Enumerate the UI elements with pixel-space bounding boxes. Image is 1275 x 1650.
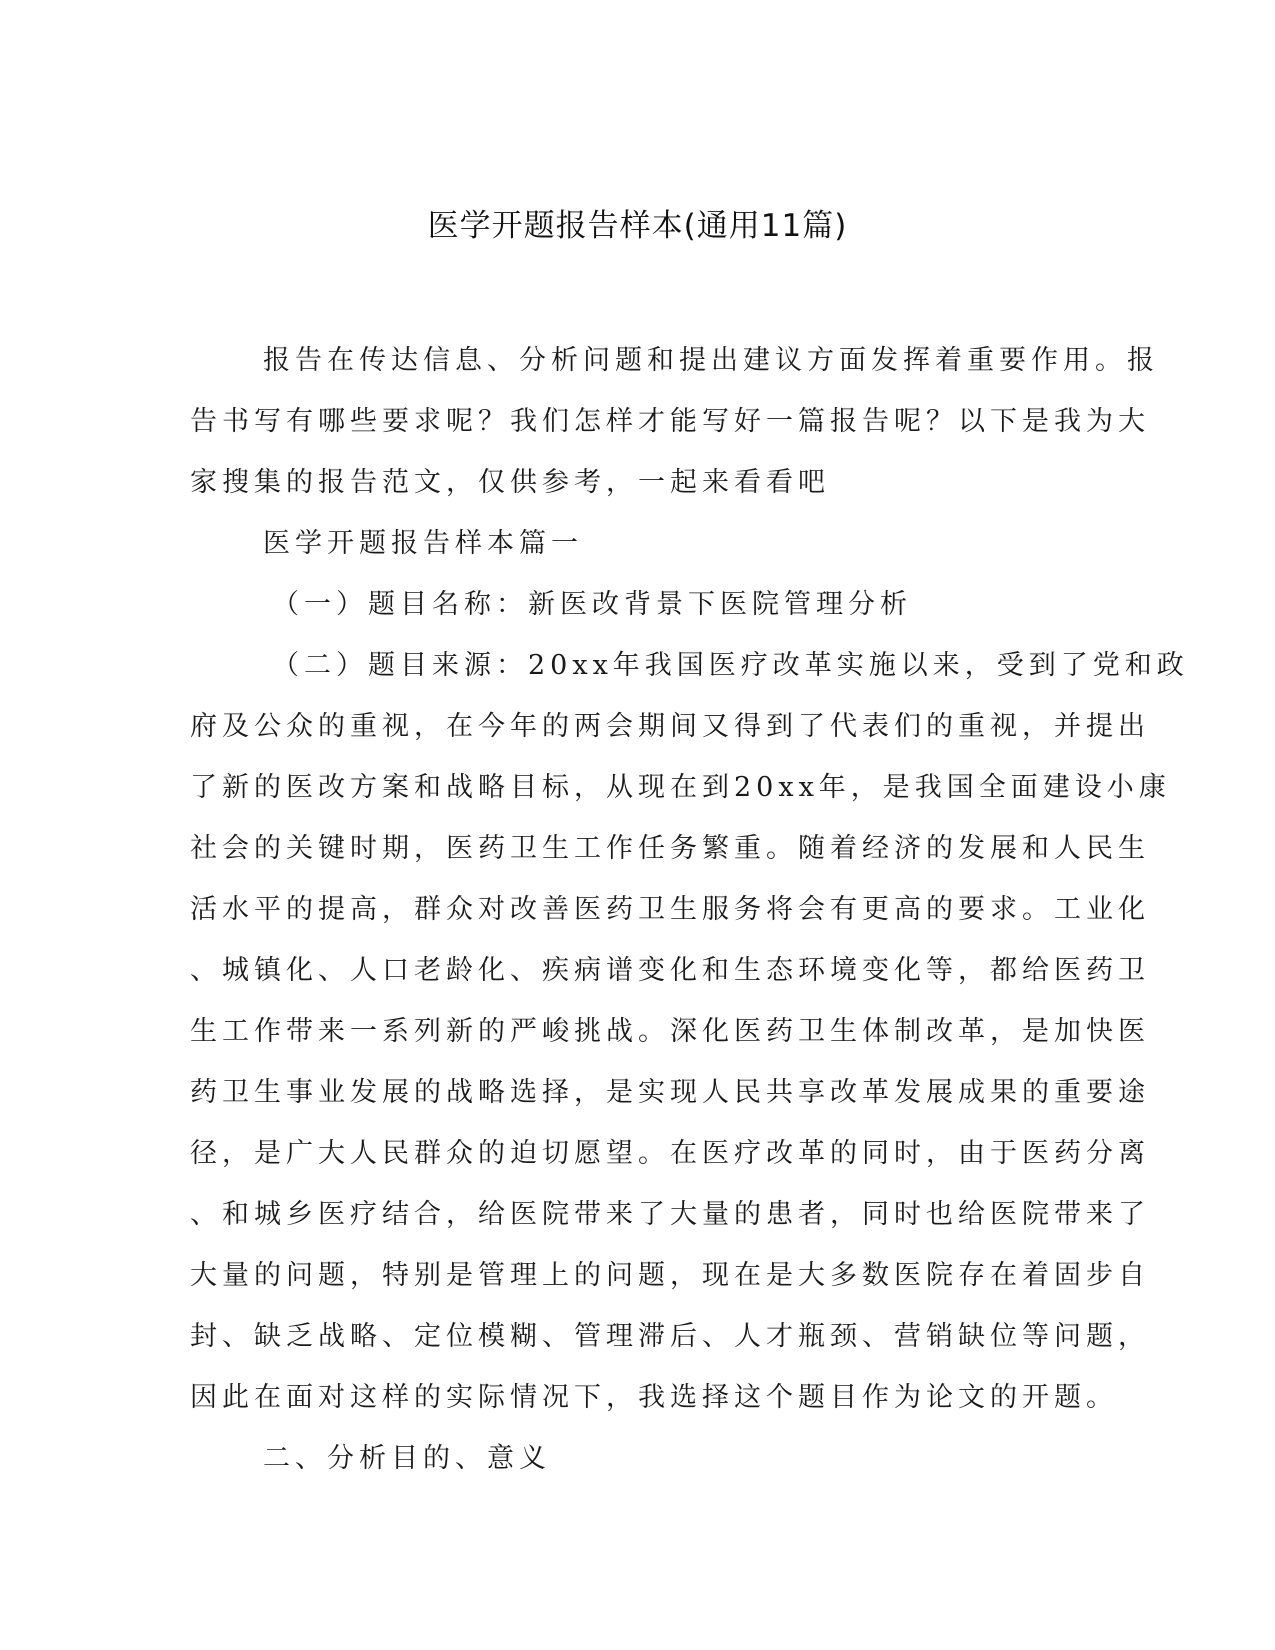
paragraph-line: 府及公众的重视，在今年的两会期间又得到了代表们的重视，并提出	[190, 711, 1150, 742]
paragraph-line: （二）题目来源：20xx年我国医疗改革实施以来，受到了党和政	[272, 650, 1189, 681]
topic-name-line: （一）题目名称：新医改背景下医院管理分析	[272, 589, 912, 620]
document-body	[190, 330, 1189, 1489]
paragraph-line: 社会的关键时期，医药卫生工作任务繁重。随着经济的发展和人民生	[190, 833, 1150, 864]
paragraph-line: 生工作带来一系列新的严峻挑战。深化医药卫生体制改革，是加快医	[190, 1016, 1150, 1047]
paragraph-line: 了新的医改方案和战略目标，从现在到20xx年，是我国全面建设小康	[190, 772, 1171, 803]
paragraph-line: 封、缺乏战略、定位模糊、管理滞后、人才瓶颈、营销缺位等问题，	[190, 1321, 1150, 1352]
paragraph-line: 因此在面对这样的实际情况下，我选择这个题目作为论文的开题。	[190, 1382, 1118, 1413]
paragraph-line: 报告在传达信息、分析问题和提出建议方面发挥着重要作用。报	[263, 345, 1159, 376]
section-heading: 二、分析目的、意义	[263, 1443, 551, 1474]
section-heading: 医学开题报告样本篇一	[263, 528, 583, 559]
paragraph-line: 药卫生事业发展的战略选择，是实现人民共享改革发展成果的重要途	[190, 1077, 1150, 1108]
document-title: 医学开题报告样本(通用11篇)	[427, 208, 848, 244]
paragraph-line: 大量的问题，特别是管理上的问题，现在是大多数医院存在着固步自	[190, 1260, 1150, 1291]
paragraph-line: 家搜集的报告范文，仅供参考，一起来看看吧	[190, 467, 830, 498]
paragraph-line: 告书写有哪些要求呢？我们怎样才能写好一篇报告呢？以下是我为大	[190, 406, 1150, 437]
paragraph-line: 、和城乡医疗结合，给医院带来了大量的患者，同时也给医院带来了	[190, 1199, 1150, 1230]
paragraph-line: 径，是广大人民群众的迫切愿望。在医疗改革的同时，由于医药分离	[190, 1138, 1150, 1169]
paragraph-line: 、城镇化、人口老龄化、疾病谱变化和生态环境变化等，都给医药卫	[190, 955, 1150, 986]
paragraph-line: 活水平的提高，群众对改善医药卫生服务将会有更高的要求。工业化	[190, 894, 1150, 925]
